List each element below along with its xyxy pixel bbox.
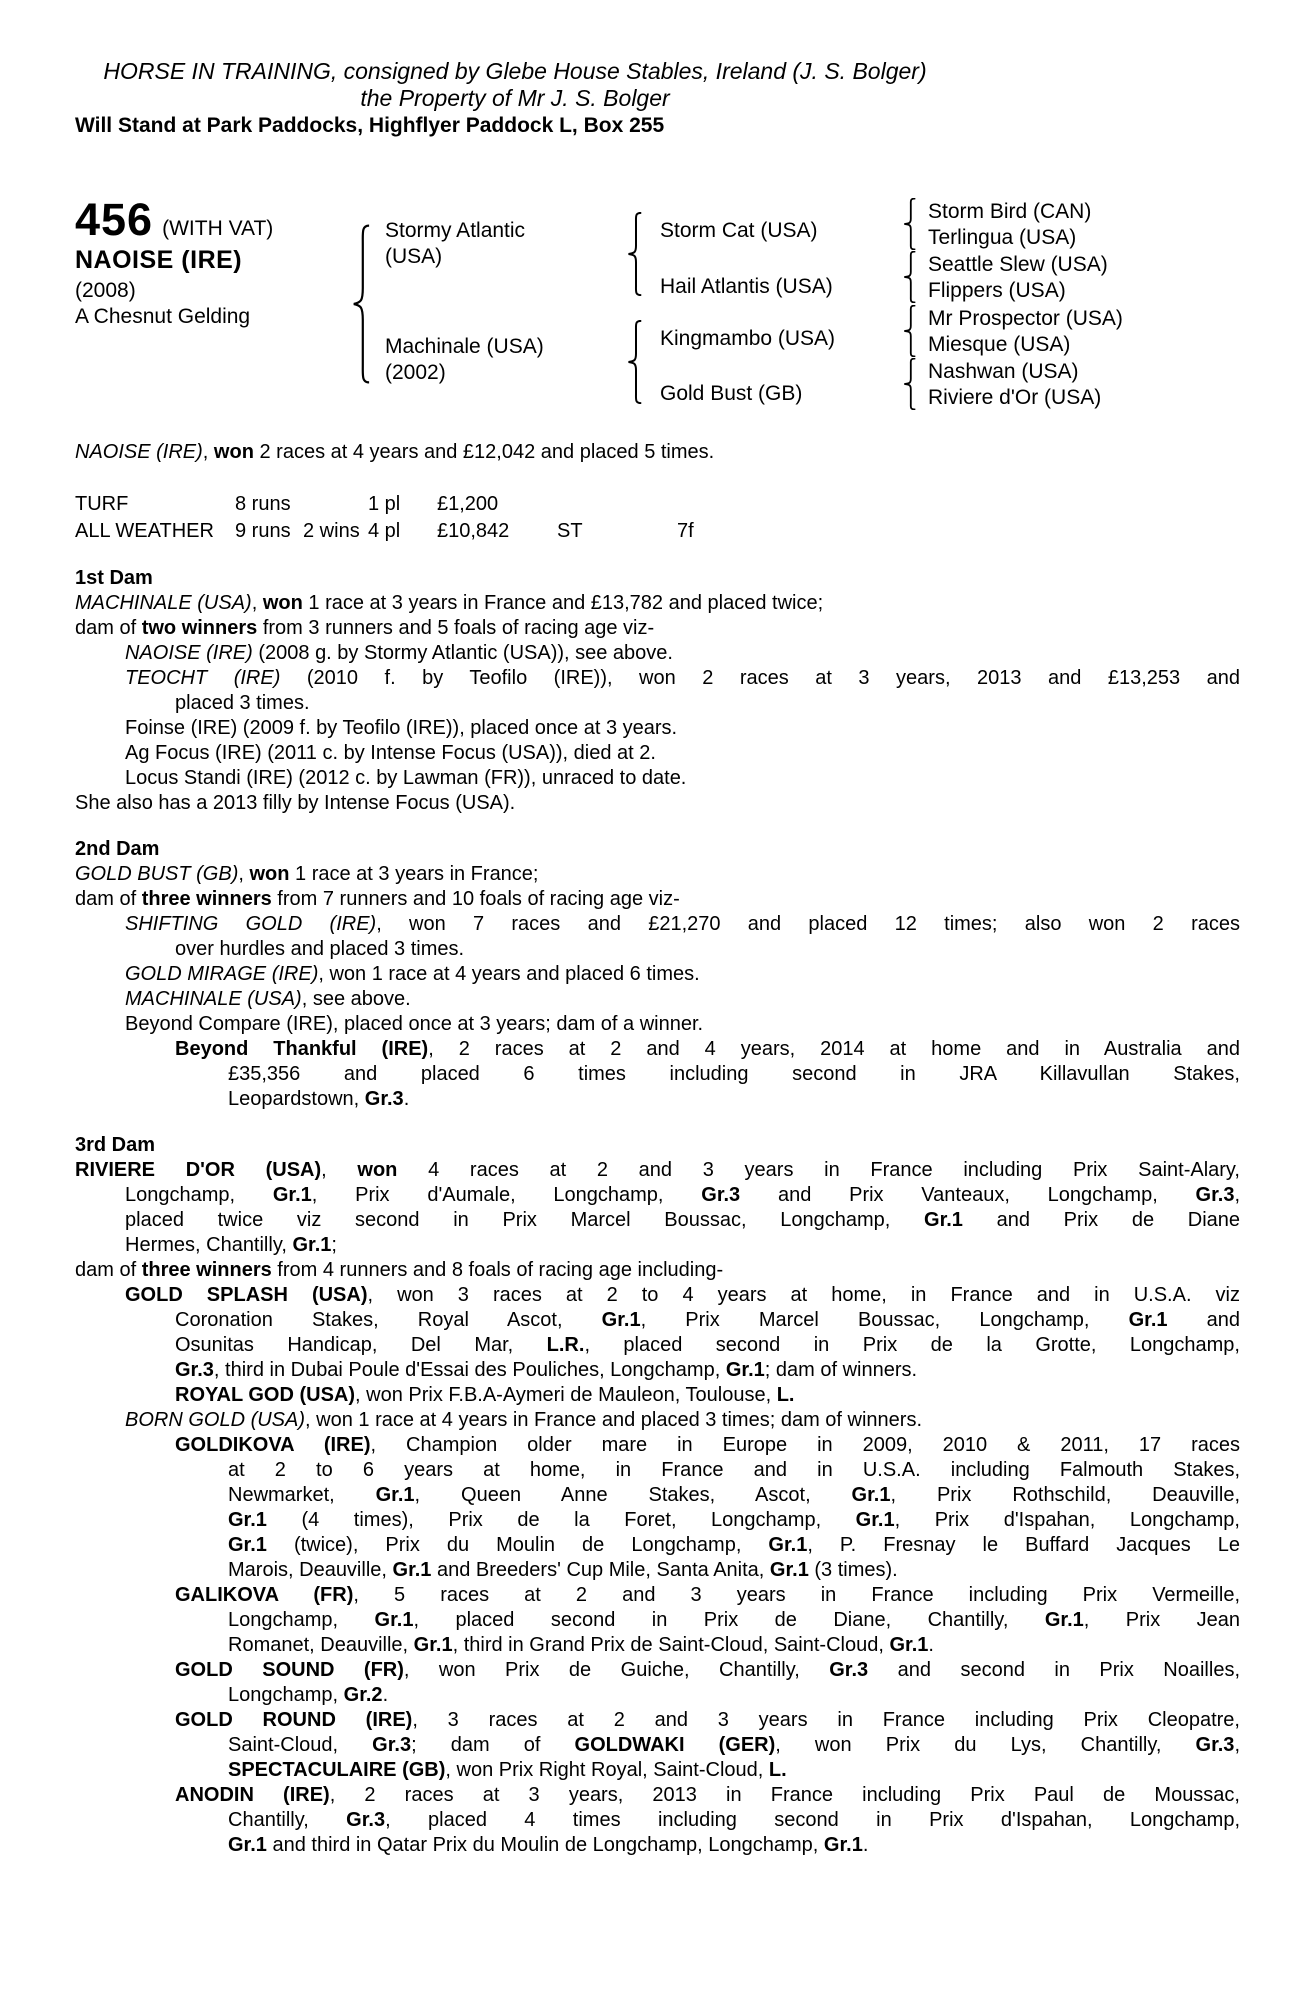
great-grandparent-cell: Nashwan (USA) [928,360,1079,383]
text-line [75,1433,1240,1458]
text-run: GOLD ROUND (IRE) [175,1709,413,1731]
text-run: Beyond Thankful (IRE) [175,1038,429,1060]
text-line [75,1558,1240,1583]
text-run: L.R. [546,1334,585,1356]
text-run: won [213,441,254,463]
text-run: , won Prix Right Royal, Saint-Cloud, [445,1759,769,1781]
text-run: , Prix Jean [1083,1609,1241,1631]
text-run: Gr.3 [175,1359,214,1381]
text-run: and Prix de Diane [962,1209,1241,1231]
text-run: MACHINALE (USA) [75,592,252,614]
text-run: placed twice viz second in Prix Marcel Boussac, Longchamp, [125,1209,925,1231]
granddam-cell: Hail Atlantis (USA) [660,275,833,298]
text-line [75,887,1240,912]
text-line [75,691,1240,716]
great-grandparent-cell: Mr Prospector (USA) [928,307,1123,330]
stand-location-line: Will Stand at Park Paddocks, Highflyer Paddock L, Box 255 [75,114,665,137]
race-record-cell: £10,842 [437,520,510,542]
text-run: GALIKOVA (FR) [175,1584,354,1606]
text-run: Beyond Compare (IRE), placed once at 3 years; dam of a winner. [125,1013,704,1035]
dam-sections [75,566,1240,1858]
text-run: Gr.3 [1195,1184,1235,1206]
dam-year: (2002) [385,361,446,384]
great-grandparent-cell: Storm Bird (CAN) [928,200,1092,223]
great-grandparent-cell: Flippers (USA) [928,279,1066,302]
text-run: GOLD BUST (GB) [75,863,239,885]
text-run: , [202,441,214,463]
text-line [75,1283,1240,1308]
text-run: , won 1 race at 4 years and placed 6 times. [318,963,700,985]
text-line [75,1783,1240,1808]
text-run: Gr.1 [1044,1609,1084,1631]
text-run: Gr.1 [292,1234,332,1256]
text-run: , won 7 races and £21,270 and placed 12 times; also won 2 races [376,913,1240,935]
text-run: , [238,863,250,885]
text-line [75,1087,1240,1112]
text-run: Gr.1 [374,1609,414,1631]
text-run: Gr.1 [375,1484,415,1506]
text-line [75,1037,1240,1062]
race-record-cell: ST [557,520,583,542]
catalogue-page [75,58,1240,1858]
sire-country: (USA) [385,245,443,268]
race-record-row [75,491,1240,518]
text-run: L. [776,1384,795,1406]
dam-name: Machinale (USA) [385,335,544,358]
text-line [75,666,1240,691]
text-run: Longchamp, [125,1184,273,1206]
lot-number: 456 [75,194,154,245]
text-run: , [1234,1184,1241,1206]
text-line [75,1158,1240,1183]
text-line [75,1808,1240,1833]
text-run: TEOCHT (IRE) [125,667,281,689]
text-line [75,1383,1240,1408]
text-run: , P. Fresnay le Buffard Jacques Le [807,1534,1240,1556]
text-line [75,1633,1240,1658]
great-grandparent-cell: Terlingua (USA) [928,226,1077,249]
pedigree-brace-gen3 [903,305,916,357]
text-run: Gr.1 [272,1184,312,1206]
text-run: GOLDIKOVA (IRE) [175,1434,371,1456]
text-line [75,591,1240,616]
text-run: RIVIERE D'OR (USA) [75,1159,322,1181]
race-record-cell: ALL WEATHER [75,520,214,542]
text-run: won [357,1159,398,1181]
text-run: (twice), Prix du Moulin de Longchamp, [266,1534,769,1556]
text-line [75,1508,1240,1533]
text-line [75,1833,1240,1858]
text-run: , placed second in Prix de Diane, Chantilly, [413,1609,1045,1631]
race-record-cell: 9 runs [235,520,291,542]
great-grandparent-cell: Seattle Slew (USA) [928,253,1108,276]
text-run: Gr.1 [228,1834,267,1856]
text-run: Longchamp, [228,1684,344,1706]
text-run: , 5 races at 2 and 3 years in France including Prix Vermeille, [353,1584,1241,1606]
text-run: Gr.3 [346,1809,386,1831]
vat-note: (WITH VAT) [162,217,274,240]
text-run: £35,356 and placed 6 times including second in JRA Killavullan Stakes, [228,1063,1240,1085]
lot-line [75,194,273,246]
text-run: , third in Dubai Poule d'Essai des Pouliches, Longchamp, [213,1359,726,1381]
text-run: (2010 f. by Teofilo (IRE)), won 2 races at 3 years, 2013 and £13,253 and [280,667,1240,689]
text-run: , 2 races at 2 and 4 years, 2014 at home and in Australia and [428,1038,1240,1060]
text-run: Gr.3 [1195,1734,1235,1756]
text-line [75,912,1240,937]
text-run: Osunitas Handicap, Del Mar, [175,1334,547,1356]
text-run: . [862,1834,869,1856]
text-run: 2 races at 4 years and £12,042 and placed 5 times. [253,441,715,463]
text-line [75,962,1240,987]
text-run: Marois, Deauville, [228,1559,393,1581]
text-run: SHIFTING GOLD (IRE) [125,913,377,935]
text-run: , third in Grand Prix de Saint-Cloud, Saint-Cloud, [452,1634,890,1656]
text-run: Chantilly, [228,1809,347,1831]
race-record-cell: 4 pl [368,520,401,542]
text-run: won [262,592,303,614]
dam-section [75,1133,1240,1858]
text-run: , 2 races at 3 years, 2013 in France including Prix Paul de Moussac, [329,1784,1240,1806]
great-grandparent-cell: Miesque (USA) [928,333,1071,356]
text-run: GOLDWAKI (GER) [574,1734,776,1756]
text-run: , see above. [301,988,411,1010]
text-line [75,1708,1240,1733]
text-run: (2008 g. by Stormy Atlantic (USA)), see above. [252,642,673,664]
text-line [75,1258,1240,1283]
text-run: Gr.3 [364,1088,404,1110]
text-run: , won Prix du Lys, Chantilly, [775,1734,1196,1756]
race-record-cell: £1,200 [437,493,499,515]
text-run: from 7 runners and 10 foals of racing age viz- [271,888,680,910]
header [75,58,955,139]
text-run: Gr.1 [1128,1309,1168,1331]
text-run: Hermes, Chantilly, [125,1234,293,1256]
text-line [75,1758,1240,1783]
text-run: Gr.2 [343,1684,383,1706]
text-run: Gr.1 [228,1509,267,1531]
race-record-cell: 1 pl [368,493,401,515]
text-run: and [1167,1309,1240,1331]
text-run: three winners [141,888,272,910]
text-run: , Prix d'Ispahan, Longchamp, [894,1509,1240,1531]
text-line [75,1358,1240,1383]
race-record-cell: 2 wins [303,520,360,542]
text-run: and Prix Vanteaux, Longchamp, [740,1184,1196,1206]
text-run: over hurdles and placed 3 times. [175,938,465,960]
text-run: . [403,1088,410,1110]
consignor-line: HORSE IN TRAINING, consigned by Glebe House Stables, Ireland (J. S. Bolger) [103,58,927,84]
text-run: (4 times), Prix de la Foret, Longchamp, [266,1509,856,1531]
text-line [75,1308,1240,1333]
text-run: (3 times). [808,1559,898,1581]
text-line [75,1683,1240,1708]
text-run: Gr.1 [228,1534,267,1556]
text-run: Gr.1 [413,1634,453,1656]
text-run: , won 3 races at 2 to 4 years at home, in France and in U.S.A. viz [367,1284,1240,1306]
text-run: Coronation Stakes, Royal Ascot, [175,1309,602,1331]
text-run: dam of [75,888,142,910]
text-line [75,1012,1240,1037]
text-run: BORN GOLD (USA) [125,1409,306,1431]
great-grandparent-cell: Riviere d'Or (USA) [928,386,1102,409]
race-record-cell: 8 runs [235,493,291,515]
text-run: won [249,863,290,885]
text-run: , [321,1159,358,1181]
text-run: ; dam of [411,1734,575,1756]
text-run: She also has a 2013 filly by Intense Focus (USA). [75,792,516,814]
sire-name: Stormy Atlantic [385,219,526,242]
text-run: NAOISE (IRE) [75,441,203,463]
horse-description: A Chesnut Gelding [75,305,251,328]
text-run: Ag Focus (IRE) (2011 c. by Intense Focus (USA)), died at 2. [125,742,656,764]
text-line [75,1533,1240,1558]
pedigree-table [75,194,1240,434]
text-run: and second in Prix Noailles, [868,1659,1241,1681]
text-run: . [928,1634,934,1656]
text-run: placed 3 times. [175,692,310,714]
text-line [75,1333,1240,1358]
text-line [75,1733,1240,1758]
text-line [75,1233,1240,1258]
text-run: Gr.1 [855,1509,895,1531]
race-summary [75,440,1240,465]
text-run: , won 1 race at 4 years in France and placed 3 times; dam of winners. [305,1409,923,1431]
text-line [75,1458,1240,1483]
dam-section [75,837,1240,1112]
text-run: from 3 runners and 5 foals of racing age viz- [257,617,655,639]
race-record-row [75,518,1240,545]
text-run: , [1234,1734,1240,1756]
text-run: ; dam of winners. [764,1359,918,1381]
text-run: two winners [141,617,258,639]
text-run: and third in Qatar Prix du Moulin de Longchamp, Longchamp, [266,1834,824,1856]
horse-name: NAOISE (IRE) [75,246,243,274]
text-run: three winners [141,1259,272,1281]
text-run: Gr.1 [924,1209,963,1231]
text-run: MACHINALE (USA) [125,988,302,1010]
text-line [75,741,1240,766]
text-line [75,1658,1240,1683]
text-line [75,1608,1240,1633]
text-run: , Prix Marcel Boussac, Longchamp, [640,1309,1129,1331]
text-run: Leopardstown, [228,1088,365,1110]
text-run: Gr.1 [392,1559,432,1581]
text-run: dam of [75,617,142,639]
text-run: Gr.1 [889,1634,929,1656]
text-run: at 2 to 6 years at home, in France and in U.S.A. including Falmouth Stakes, [228,1459,1240,1481]
text-run: Gr.1 [851,1484,891,1506]
text-line [75,1483,1240,1508]
text-line [75,641,1240,666]
text-run: , won Prix F.B.A-Aymeri de Mauleon, Toulouse, [355,1384,777,1406]
text-run: Gr.1 [823,1834,863,1856]
pedigree-brace-gen3 [903,251,916,303]
text-run: and Breeders' Cup Mile, Santa Anita, [431,1559,770,1581]
text-line [75,1583,1240,1608]
grandsire-cell: Kingmambo (USA) [660,327,836,350]
text-run: Saint-Cloud, [228,1734,373,1756]
text-run: Locus Standi (IRE) (2012 c. by Lawman (FR)), unraced to date. [125,767,687,789]
text-run: , won Prix de Guiche, Chantilly, [403,1659,830,1681]
text-run: Foinse (IRE) (2009 f. by Teofilo (IRE)), placed once at 3 years. [125,717,678,739]
text-line [75,1408,1240,1433]
section-heading: 1st Dam [75,567,153,589]
text-line [75,1183,1240,1208]
text-run: , placed 4 times including second in Prix d'Ispahan, Longchamp, [385,1809,1241,1831]
text-line [75,1062,1240,1087]
text-run: ANODIN (IRE) [175,1784,330,1806]
text-run: ROYAL GOD (USA) [175,1384,356,1406]
text-run: Romanet, Deauville, [228,1634,414,1656]
text-run: 1 race at 3 years in France; [289,863,539,885]
text-line [75,616,1240,641]
text-run: Gr.3 [701,1184,741,1206]
text-line [75,987,1240,1012]
section-heading: 2nd Dam [75,838,160,860]
text-line [75,1208,1240,1233]
text-run: GOLD SOUND (FR) [175,1659,404,1681]
dam-cell [385,334,544,386]
text-run: ; [331,1234,337,1256]
text-line [75,716,1240,741]
text-run: , Champion older mare in Europe in 2009, 2010 & 2011, 17 races [370,1434,1240,1456]
text-run: 4 races at 2 and 3 years in France including Prix Saint-Alary, [397,1159,1240,1181]
text-run: Gr.1 [725,1359,765,1381]
text-run: Longchamp, [228,1609,375,1631]
text-run: Gr.1 [769,1559,809,1581]
text-run: Newmarket, [228,1484,376,1506]
text-run: . [382,1684,389,1706]
text-run: , Prix Rothschild, Deauville, [890,1484,1240,1506]
sire-cell [385,218,525,270]
text-line [75,791,1240,816]
section-heading: 3rd Dam [75,1134,156,1156]
text-run: GOLD MIRAGE (IRE) [125,963,319,985]
property-line: the Property of Mr J. S. Bolger [360,85,670,111]
race-record-table [75,491,1240,545]
text-run: SPECTACULAIRE (GB) [228,1759,446,1781]
text-run: NAOISE (IRE) [125,642,253,664]
text-line [75,766,1240,791]
foaling-year: (2008) [75,279,136,302]
text-line [75,937,1240,962]
race-record-cell: 7f [677,520,694,542]
text-run: 1 race at 3 years in France and £13,782 and placed twice; [302,592,824,614]
text-run: Gr.1 [768,1534,808,1556]
race-record-cell: TURF [75,493,129,515]
text-run: from 4 runners and 8 foals of racing age including- [271,1259,724,1281]
text-run: , Prix d'Aumale, Longchamp, [311,1184,702,1206]
pedigree-brace-gen3 [903,198,916,250]
granddam-cell: Gold Bust (GB) [660,382,803,405]
text-run: dam of [75,1259,142,1281]
pedigree-brace-gen3 [903,358,916,410]
pedigree-brace-sire [627,212,642,296]
text-run: GOLD SPLASH (USA) [125,1284,368,1306]
dam-section [75,566,1240,816]
text-run: L. [768,1759,787,1781]
text-run: , Queen Anne Stakes, Ascot, [414,1484,852,1506]
pedigree-brace-gen1 [352,224,370,384]
text-run: , placed second in Prix de la Grotte, Longchamp, [584,1334,1240,1356]
text-run: Gr.3 [372,1734,412,1756]
text-run: Gr.3 [829,1659,869,1681]
text-run: Gr.1 [601,1309,641,1331]
text-run: , 3 races at 2 and 3 years in France including Prix Cleopatre, [412,1709,1240,1731]
grandsire-cell: Storm Cat (USA) [660,219,818,242]
pedigree-brace-dam [627,320,642,404]
text-line [75,862,1240,887]
text-run: , [251,592,263,614]
